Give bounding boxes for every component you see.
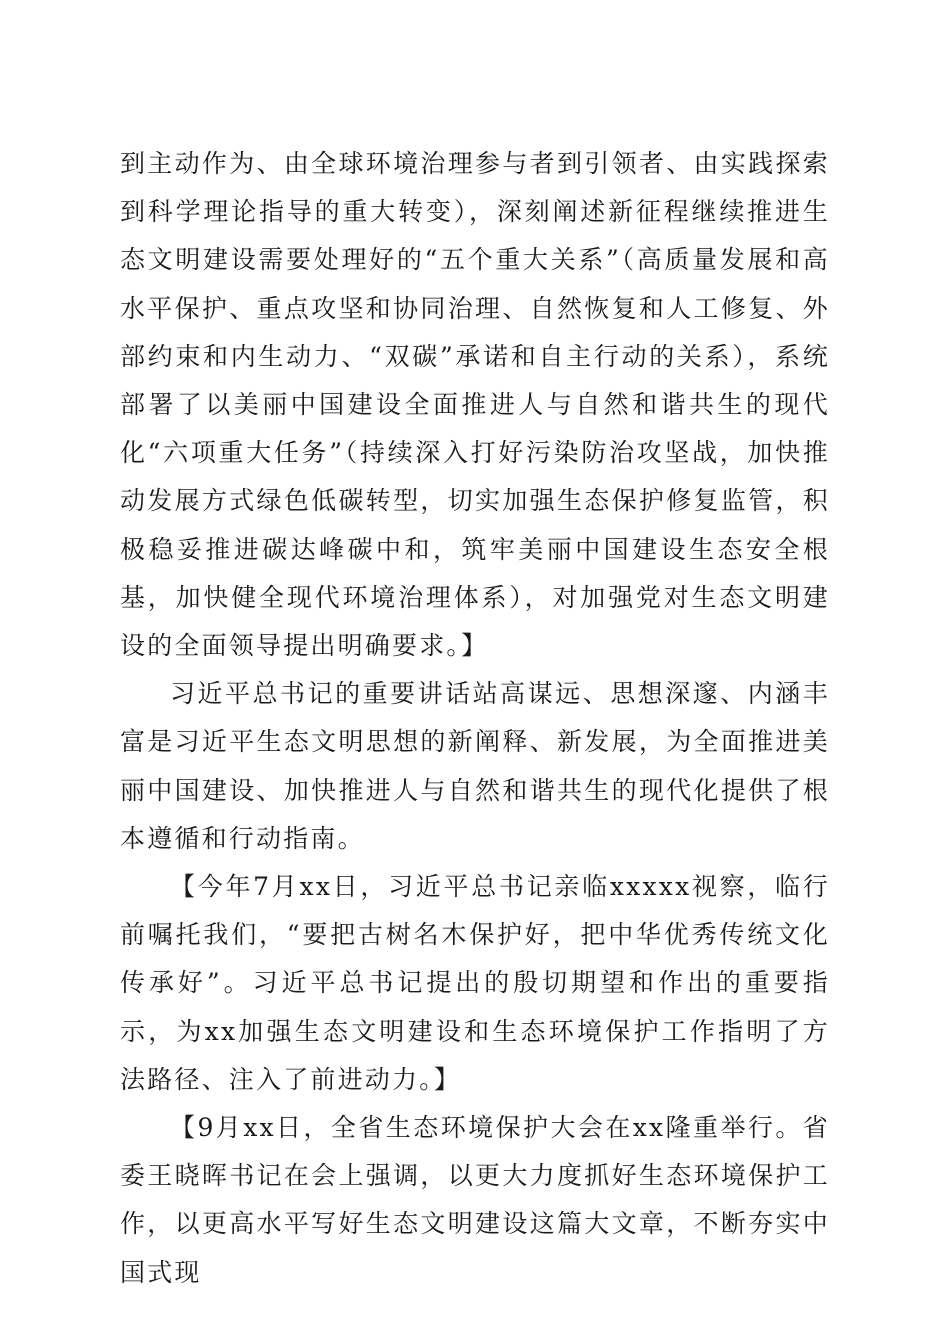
paragraph-continuation: 到主动作为、由全球环境治理参与者到引领者、由实践探索到科学理论指导的重大转变），深刻阐述新征程继续推进生态文明建设需要处理好的“五个重大关系”（高质量发展和高水平保护、重点攻坚和协同治理、自然恢复和人工修复、外部约束和内生动力、“双碳”承诺和自主行动的关系），系统部署了以美丽中国建设全面推进人与自然和谐共生的现代化“六项重大任务”（持续深入打好污染防治攻坚战，加快推动发展方式绿色低碳转型，切实加强生态保护修复监管，积极稳妥推进碳达峰碳中和，筑牢美丽中国建设生态安全根基，加快健全现代环境治理体系），对加强党对生态文明建设的全面领导提出明确要求。】 <box>120 149 830 661</box>
document-body <box>120 140 830 1297</box>
paragraph-speech-significance: 习近平总书记的重要讲话站高谋远、思想深邃、内涵丰富是习近平生态文明思想的新阐释、新发展，为全面推进美丽中国建设、加快推进人与自然和谐共生的现代化提供了根本遵循和行动指南。 <box>120 679 830 853</box>
paragraph-july-inspection: 【今年7月xx日，习近平总书记亲临xxxxx视察，临行前嘱托我们，“要把古树名木保护好，把中华优秀传统文化传承好”。习近平总书记提出的殷切期望和作出的重要指示，为xx加强生态文明建设和生态环境保护工作指明了方法路径、注入了前进动力。】 <box>120 872 830 1094</box>
paragraph-september-conference: 【9月xx日，全省生态环境保护大会在xx隆重举行。省委王晓晖书记在会上强调，以更大力度抓好生态环境保护工作，以更高水平写好生态文明建设这篇大文章，不断夯实中国式现 <box>120 1113 830 1287</box>
